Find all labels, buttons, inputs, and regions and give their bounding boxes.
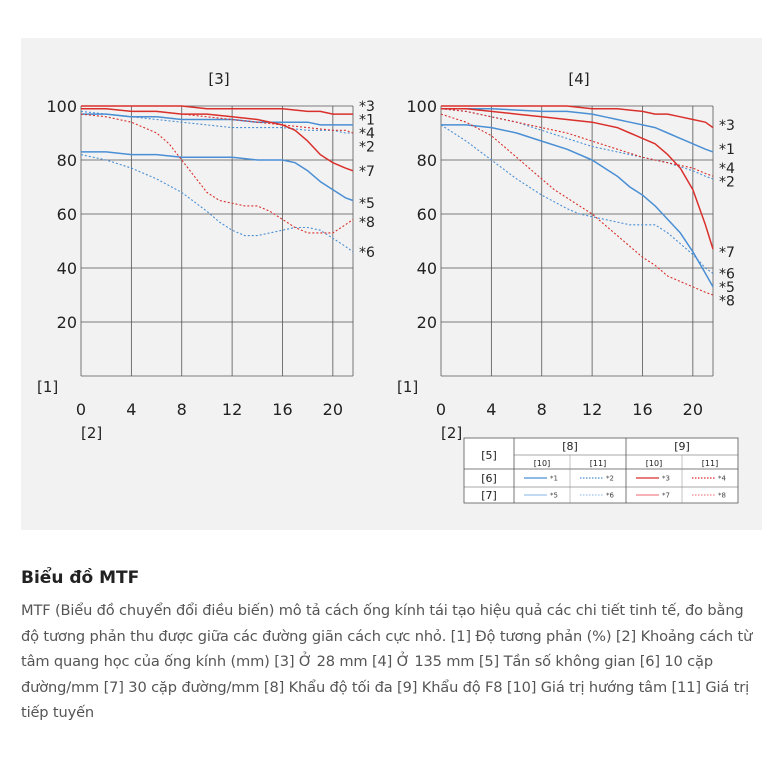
chart2-end-label-7: *7 (719, 244, 735, 261)
chart2-xtick-label: 12 (581, 400, 603, 419)
chart1-xtick-label: 4 (126, 400, 137, 419)
chart1-series-line-6 (81, 155, 353, 252)
chart1-ylabel: [1] (37, 378, 59, 396)
chart1-xtick-label: 16 (272, 400, 293, 419)
chart1-end-label-4: *4 (359, 126, 375, 142)
chart2-xtick-label: 0 (435, 400, 447, 419)
chart1-xtick-label: 20 (322, 400, 344, 419)
chart2-xtick-label: 20 (682, 400, 704, 419)
legend-table (464, 438, 738, 503)
chart2-end-label-4: *4 (719, 161, 735, 178)
chart1-ytick-label: 60 (56, 205, 77, 224)
legend-label-3: *3 (662, 474, 670, 483)
chart2-series-line-2 (441, 109, 713, 179)
caption-text: MTF (Biểu đồ chuyển đổi điều biến) mô tả cách ống kính tái tạo hiệu quả các chi tiết tinh tế, đo bằng độ tương phản thu được giữa các đường giãn cách cực nhỏ. [1] Độ tương phản (%) [2] Khoảng cách từ tâm quang học của ống kính (mm) [3] Ở 28 mm [4] Ở 135 mm [5] Tần số không gian [6] 10 cặp đường/mm [7] 30 cặp đường/mm [8] Khẩu độ tối đa [9] Khẩu độ F8 [10] Giá trị hướng tâm [11] Giá trị tiếp tuyến (21, 602, 753, 721)
chart2-end-label-5: *5 (719, 279, 735, 296)
chart1-ytick-label: 100 (46, 97, 77, 116)
chart1-end-label-1: *1 (359, 112, 375, 129)
legend-label-2: *2 (606, 474, 614, 483)
chart1-xtick-label: 12 (221, 400, 243, 419)
chart2-series-line-6 (441, 125, 713, 274)
chart2-xtick-label: 8 (536, 400, 547, 419)
legend-label-4: *4 (718, 474, 726, 483)
chart2-xlabel: [2] (441, 424, 463, 442)
chart2-end-label-3: *3 (719, 117, 735, 134)
legend-max-aperture: [8] (562, 440, 578, 453)
chart2-ytick-label: 40 (416, 259, 437, 278)
chart2-xtick-label: 16 (632, 400, 653, 419)
chart2-end-label-8: *8 (719, 293, 735, 310)
chart2-ytick-label: 20 (416, 313, 437, 332)
legend-30lpmm: [7] (481, 489, 497, 502)
chart1-end-label-3: *3 (359, 99, 375, 115)
legend-label-5: *5 (550, 491, 558, 500)
legend-radial-header: [10] (533, 459, 551, 468)
legend-label-6: *6 (606, 491, 614, 500)
legend-radial-header: [10] (645, 459, 663, 468)
chart1-series-line-4 (81, 109, 353, 133)
mtf-charts-svg (21, 38, 762, 530)
legend-label-1: *1 (550, 474, 558, 483)
chart1-xlabel: [2] (81, 424, 103, 442)
legend-label-8: *8 (718, 491, 726, 500)
chart2-xtick-label: 4 (486, 400, 497, 419)
chart1-end-label-5: *5 (359, 196, 375, 213)
chart1-end-label-7: *7 (359, 163, 375, 180)
chart1-xtick-label: 0 (75, 400, 87, 419)
chart2-ytick-label: 60 (416, 205, 437, 224)
chart1-end-label-6: *6 (359, 244, 375, 261)
caption-title: Biểu đồ MTF (21, 568, 140, 588)
chart2-series-line-7 (441, 109, 713, 249)
legend-f8-aperture: [9] (674, 440, 690, 453)
chart1-end-label-8: *8 (359, 215, 375, 232)
chart2-title: [4] (568, 70, 590, 88)
chart1-ytick-label: 20 (56, 313, 77, 332)
chart1-ytick-label: 40 (56, 259, 77, 278)
chart2-end-label-2: *2 (719, 174, 735, 191)
chart2-end-label-6: *6 (719, 266, 735, 283)
chart2-series-line-4 (441, 109, 713, 177)
chart1-series-line-8 (81, 114, 353, 233)
legend-spatial-frequency: [5] (481, 449, 497, 462)
legend-tangential-header: [11] (701, 459, 719, 468)
chart2-series-line-5 (441, 125, 713, 287)
chart-panel (21, 38, 762, 530)
chart1-series-line-5 (81, 152, 353, 201)
chart2-ytick-label: 80 (416, 151, 437, 170)
caption-block (21, 568, 761, 726)
chart2-ylabel: [1] (397, 378, 419, 396)
chart1-end-label-2: *2 (359, 139, 375, 156)
chart1-xtick-label: 8 (176, 400, 187, 419)
chart2-end-label-1: *1 (719, 142, 735, 159)
chart1-title: [3] (208, 70, 230, 88)
legend-10lpmm: [6] (481, 472, 497, 485)
chart2-ytick-label: 100 (406, 97, 437, 116)
legend-tangential-header: [11] (589, 459, 607, 468)
legend-label-7: *7 (662, 491, 670, 500)
chart1-ytick-label: 80 (56, 151, 77, 170)
